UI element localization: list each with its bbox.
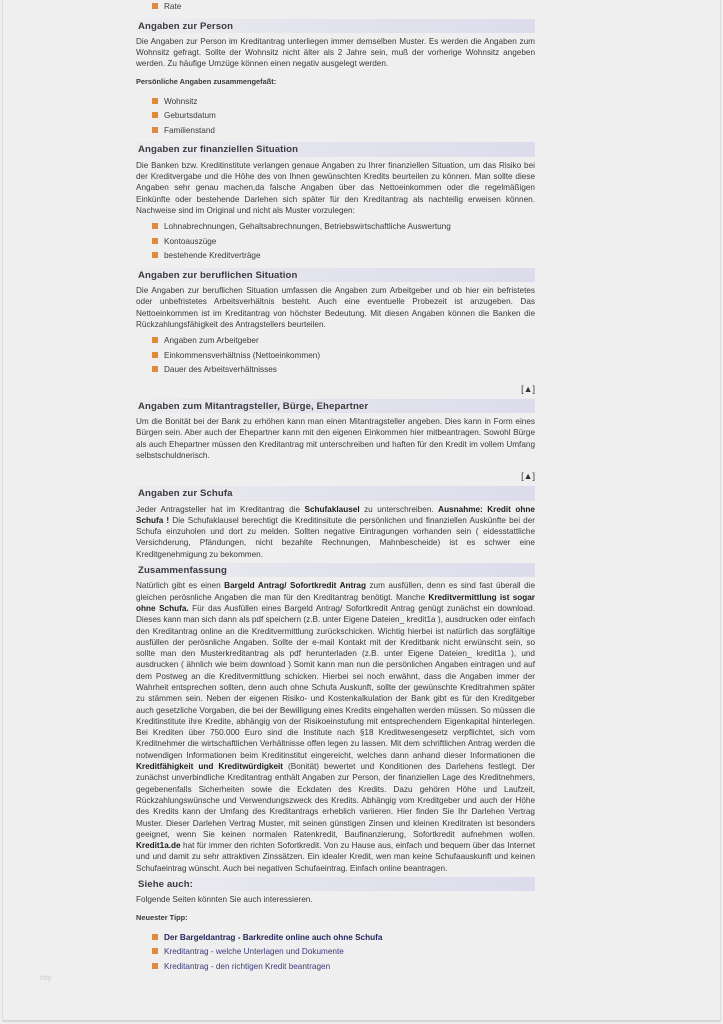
- list-item: [150, 220, 535, 235]
- section-text: Folgende Seiten könnten Sie auch interessieren.: [136, 895, 313, 905]
- section-text: [136, 580, 535, 874]
- section-heading: Zusammenfassung: [136, 563, 535, 577]
- list-item: [150, 124, 535, 139]
- section-professional: [136, 268, 535, 396]
- square-bullet-icon: [152, 98, 158, 104]
- back-to-top-row: [136, 382, 535, 396]
- square-bullet-icon: [152, 948, 158, 954]
- list-item: [150, 960, 535, 975]
- section-summary: [136, 563, 535, 874]
- square-bullet-icon: [152, 223, 158, 229]
- related-link[interactable]: Der Bargeldantrag - Barkredite online auch ohne Schufa: [164, 932, 383, 942]
- bold-term: Bargeld Antrag/ Sofortkredit Antrag: [224, 581, 366, 591]
- intro-list: [136, 0, 535, 15]
- square-bullet-icon: [152, 127, 158, 133]
- square-bullet-icon: [152, 112, 158, 118]
- square-bullet-icon: [152, 963, 158, 969]
- list-item-label: Geburtsdatum: [164, 111, 216, 121]
- section-schufa: [136, 486, 535, 560]
- financial-list: [136, 220, 535, 264]
- section-text: Die Angaben zur beruflichen Situation umfassen die Angaben zum Arbeitgeber und ob hier ein befristetes oder unbefristetes Arbeitsverhältnis besteht. Auch eine eventuelle Probezeit ist anzugeben. Das Nettoeinkommen ist im Kreditantrag von höchster Bedeutung. Mit diesen Angaben können die Banken die Rückzahlungsfähigkeit des Antragstellers beurteilen.: [136, 286, 535, 329]
- list-item-label: Dauer des Arbeitsverhältnisses: [164, 365, 277, 375]
- section-text: Die Angaben zur Person im Kreditantrag unterliegen immer demselben Muster. Es werden die Angaben zum Wohnsitz gefragt. Sollte der Wohnsitz nicht älter als 2 Jahre sein, muß der vorherige Wohnsitz angeben werden. Zu häufige Umzüge können einen negativ ausgelegt werden.: [136, 36, 535, 69]
- bold-term: Kreditfähigkeit und Kreditwürdigkeit: [136, 762, 284, 772]
- summary-label: Persönliche Angaben zusammengefaßt:: [136, 76, 277, 86]
- list-item: [150, 235, 535, 250]
- text-run: Natürlich gibt es einen: [136, 581, 225, 591]
- section-text: Die Banken bzw. Kreditinstitute verlangen genaue Angaben zu Ihrer finanziellen Situation, um das Risiko bei der Kreditvergabe und die Höhe des von Ihnen gewünschten Kredits beurteilen zu können. Man sollte diese Angaben sehr genau machen,da falsche Angaben über das Nettoeinkommen oder die regelmäßigen Einkünfte oder bestehende Darlehen sich später für den Kreditantrag als nachteilig erweisen können. Nachweise sind im Original und nicht als Muster vorzulegen:: [136, 160, 535, 215]
- square-bullet-icon: [152, 238, 158, 244]
- text-run: zu unterschreiben.: [359, 504, 439, 514]
- section-see-also: [136, 877, 535, 974]
- list-item-label: Einkommensverhältniss (Nettoeinkommen): [164, 350, 321, 360]
- related-links-list: [136, 931, 535, 975]
- related-link[interactable]: Kreditantrag - den richtigen Kredit beantragen: [164, 961, 331, 971]
- bold-term: Ausnahme: Kredit ohne Schufa !: [136, 504, 535, 525]
- list-item-label: Lohnabrechnungen, Gehaltsabrechnungen, Betriebswirtschaftliche Auswertung: [164, 222, 451, 232]
- list-item-label: Angaben zum Arbeitgeber: [164, 336, 259, 346]
- back-to-top-link[interactable]: [▲]: [521, 471, 535, 482]
- person-list: [136, 95, 535, 139]
- watermark-text: http: [40, 975, 52, 982]
- tip-label: Neuester Tipp:: [136, 912, 188, 922]
- back-to-top-link[interactable]: [▲]: [521, 383, 535, 394]
- square-bullet-icon: [152, 934, 158, 940]
- section-financial: [136, 142, 535, 263]
- list-item-label: Rate: [164, 2, 182, 11]
- section-text: Um die Bonität bei der Bank zu erhöhen kann man einen Mitantragsteller angeben. Dies kann in Form eines Bürgen sein. Aber auch der Ehepartner kann mit den eigenen Einkommen hier mitbeantragen. Sowohl Bürge als auch Ehepartner müssen den Kreditantrag mit unterschreiben und haften für den Kredit im vollem Umfang selbstschuldnerisch.: [136, 417, 535, 460]
- list-item: [150, 349, 535, 364]
- list-item-label: bestehende Kreditverträge: [164, 251, 261, 261]
- bold-term: Kredit1a.de: [136, 841, 181, 851]
- text-run: Für das Ausfüllen eines Bargeld Antrag/ Sofortkredit Antrag genügt zunächst ein download. Dieses kann man sich dann als pdf speichern (z.B. unter Eigene Dateien_ kredit1a ), ausdrucken oder einfach den Kreditantrag online an die Kreditvermittlung zurückschicken. Wichtig hierbei ist natürlich das sorgfältige ausfüllen der perösnliche Angaben. Sollte der e-mail Kontakt mit der Kreditbank nicht erwünscht sein, so sollte man den Musterkreditantrag als pdf herunterladen (z.B. unter Eigene Dateien_ kredit1a ), und ausdrucken ( ähnlich wie beim download ) Somit kann man nun die persönlichen Angaben eintragen und auf dem Postweg an die Kreditvermittlung schicken. Hierbei sei noch erwähnt, dass die Angaben immer der Wahrheit entsprechen sollten, denn auch ohne Schufa Auskunft, sollte der gewünschte Kreditrahmen später zu stämmen sein. Neben der eigenen Risiko- und Kostenkalkulation der Bank gibt es für den Kreditgeber auch gesetzliche Vorgaben, die bei der Bewilligung eines Kredits eingehalten werden müssen. So müssen die Kreditinstitute ihre Kredite, abhängig von der Risikoeinstufung mit entsprechendem Eigenkapital hinterlegen. Bei Krediten über 750.000 Euro sind die Institute nach §18 Kreditwesengesetz verpflichtet, sich vom Kreditnehmer die wirtschaftlichen Verhältnisse offen legen zu lassen. Mit dem schriftlichen Antrag werden die notwendigen Informationen beim Kreditinstitut eingereicht, welches dann anhand dieser Informationen die: [136, 603, 535, 760]
- square-bullet-icon: [152, 337, 158, 343]
- square-bullet-icon: [152, 3, 158, 9]
- text-run: Die Schufaklausel berechtigt die Kreditinsitute die persönlichen und finanziellen Auskünfte bei der Schufa einzuholen und dort zu melden. Sollten negative Eintragungen vorhanden sein ( eidesstattliche Versichderung, Pfändungen, nicht bezahlte Rechnungen, Mahnbescheide) ist es schwer eine Kreditgenehmigung zu bekommen.: [136, 515, 535, 559]
- list-item: [150, 931, 535, 946]
- list-item: [150, 945, 535, 960]
- list-item: [150, 249, 535, 264]
- back-to-top-row: [136, 469, 535, 483]
- text-run: Jeder Antragsteller hat im Kreditantrag die: [136, 504, 305, 514]
- section-heading: Siehe auch:: [136, 877, 535, 891]
- bold-term: Kreditvermittlung ist sogar ohne Schufa.: [136, 592, 535, 613]
- text-run: hat für immer den richten Sofortkredit. Von zu Hause aus, einfach und bequem über das Internet und und damit zu sehr attraktiven Zinssätzen. Ein idealer Kredit, wen man keine Schufaauskunft und keinen Schufaeintrag wünscht. Auch bei negativen Schufaeintrag. Einfach online beantragen.: [136, 841, 535, 873]
- list-item: [150, 0, 535, 15]
- section-heading: Angaben zur Schufa: [136, 486, 535, 500]
- section-person: [136, 19, 535, 139]
- list-item: [150, 109, 535, 124]
- text-run: zum ausfüllen, denn es sind fast überall die gleichen perösnliche Angaben die man für den Kreditantrag benötigt. Manche: [136, 581, 536, 602]
- square-bullet-icon: [152, 352, 158, 358]
- related-link[interactable]: Kreditantrag - welche Unterlagen und Dokumente: [164, 947, 344, 957]
- section-heading: Angaben zur beruflichen Situation: [136, 268, 535, 282]
- section-text: [136, 504, 535, 560]
- section-heading: Angaben zur finanziellen Situation: [136, 142, 535, 156]
- list-item-label: Familienstand: [164, 125, 215, 135]
- list-item: [150, 95, 535, 110]
- list-item: [150, 363, 535, 378]
- section-heading: Angaben zum Mitantragsteller, Bürge, Ehepartner: [136, 399, 535, 413]
- square-bullet-icon: [152, 252, 158, 258]
- article-content: [136, 0, 535, 978]
- square-bullet-icon: [152, 366, 158, 372]
- section-heading: Angaben zur Person: [136, 19, 535, 33]
- list-item: [150, 334, 535, 349]
- professional-list: [136, 334, 535, 378]
- text-run: (Bonität) bewertet und Konditionen des Darlehens festlegt. Der zunächst unverbindliche Kreditantrag enthält Angaben zur Person, der finanziellen Lage des Kreditnehmers, gegebenenfalls Sicherheiten sowie die Eckdaten des Kredits. Dazu gehören Höhe und Laufzeit, Rückzahlungswünsche und Verwendungszweck des Kredits. Abhängig vom Kreditgeber und auch der Höhe des Kredits kann der Umfang des Kreditantrags erheblich variieren. Hier finden Sie Ihr Darlehen Vertrag Muster. Dieser Darlehen Vertrag Muster, mit seinen günstigen Zinsen und kleinen Kreditraten ist besonders geeignet, wenn Sie keinen normalen Ratenkredit, Baufinanzierung, Sofortkredit aufnehmen wollen.: [136, 762, 535, 839]
- section-coapplicant: [136, 399, 535, 483]
- list-item-label: Kontoauszüge: [164, 236, 217, 246]
- bold-term: Schufaklausel: [304, 504, 360, 514]
- list-item-label: Wohnsitz: [164, 96, 198, 106]
